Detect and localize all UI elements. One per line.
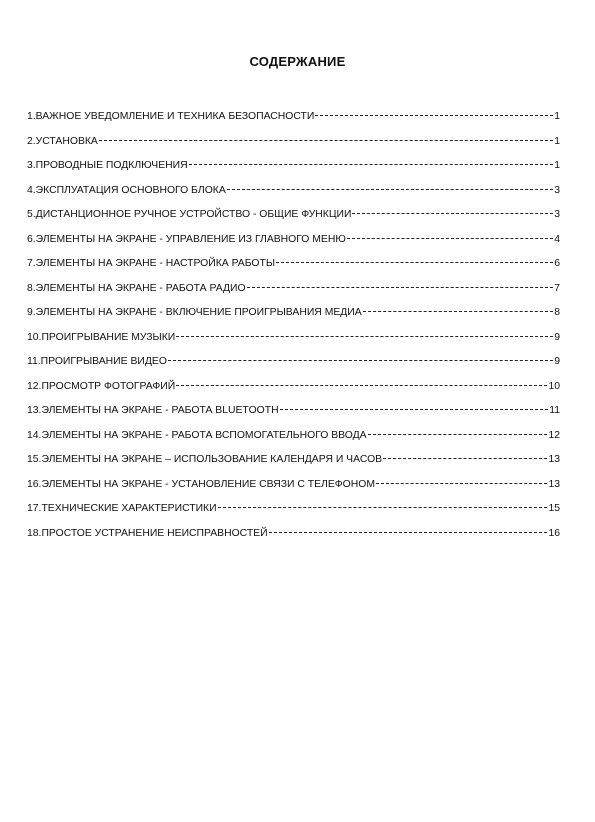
toc-entry-label: 14.ЭЛЕМЕНТЫ НА ЭКРАНЕ - РАБОТА ВСПОМОГАТЕЛЬНОГО ВВОДА [27, 429, 367, 441]
toc-entry-label: 13.ЭЛЕМЕНТЫ НА ЭКРАНЕ - РАБОТА BLUETOOTH [27, 405, 279, 416]
toc-entry-label: 3.ПРОВОДНЫЕ ПОДКЛЮЧЕНИЯ [27, 160, 188, 171]
toc-entry [27, 209, 560, 234]
page-title: СОДЕРЖАНИЕ [249, 54, 346, 69]
toc-leader [99, 139, 553, 141]
toc-entry [27, 528, 560, 553]
toc-entry [27, 381, 560, 406]
toc-entry-page: 11 [549, 405, 560, 416]
toc-entry [27, 111, 560, 136]
toc-entry [27, 136, 560, 161]
toc-entry [27, 405, 560, 430]
toc-entry [27, 307, 560, 332]
toc-entry-label: 15.ЭЛЕМЕНТЫ НА ЭКРАНЕ – ИСПОЛЬЗОВАНИЕ КАЛЕНДАРЯ И ЧАСОВ [27, 454, 383, 465]
toc-entry-label: 11.ПРОИГРЫВАНИЕ ВИДЕО [27, 356, 167, 367]
toc-entry-page: 3 [554, 184, 560, 196]
toc-entry-label: 9.ЭЛЕМЕНТЫ НА ЭКРАНЕ - ВКЛЮЧЕНИЕ ПРОИГРЫВАНИЯ МЕДИА [27, 307, 362, 318]
toc-entry [27, 185, 560, 210]
toc-entry-page: 12 [548, 429, 560, 441]
toc-entry [27, 258, 560, 283]
toc-entry-page: 9 [554, 356, 560, 367]
toc-entry-label: 17.ТЕХНИЧЕСКИЕ ХАРАКТЕРИСТИКИ [27, 503, 217, 514]
toc-leader [315, 114, 553, 116]
toc-entry-label: 8.ЭЛЕМЕНТЫ НА ЭКРАНЕ - РАБОТА РАДИО [27, 282, 246, 294]
toc-entry [27, 479, 560, 504]
toc-entry-page: 8 [554, 307, 560, 318]
toc-entry-page: 1 [554, 160, 560, 171]
toc-leader [247, 286, 554, 288]
toc-entry-page: 1 [554, 135, 560, 147]
toc-leader [189, 163, 554, 165]
table-of-contents [27, 111, 560, 552]
toc-entry-label: 18.ПРОСТОЕ УСТРАНЕНИЕ НЕИСПРАВНОСТЕЙ [27, 527, 268, 539]
toc-leader [176, 384, 547, 386]
toc-entry [27, 430, 560, 455]
toc-leader [363, 310, 554, 312]
toc-entry-label: 12.ПРОСМОТР ФОТОГРАФИЙ [27, 380, 176, 392]
toc-entry [27, 283, 560, 308]
toc-entry-label: 10.ПРОИГРЫВАНИЕ МУЗЫКИ [27, 331, 176, 343]
toc-entry-page: 7 [554, 282, 560, 294]
toc-entry-page: 13 [548, 478, 560, 490]
toc-leader [352, 212, 553, 214]
toc-entry [27, 160, 560, 185]
toc-entry-page: 6 [554, 258, 560, 269]
toc-entry-page: 3 [554, 209, 560, 220]
toc-entry [27, 356, 560, 381]
toc-entry [27, 454, 560, 479]
toc-leader [383, 457, 547, 459]
toc-entry-page: 4 [554, 233, 560, 245]
toc-entry-label: 1.ВАЖНОЕ УВЕДОМЛЕНИЕ И ТЕХНИКА БЕЗОПАСНОСТИ [27, 111, 315, 122]
toc-leader [227, 188, 553, 190]
toc-entry-label: 5.ДИСТАНЦИОННОЕ РУЧНОЕ УСТРОЙСТВО - ОБЩИЕ ФУНКЦИИ [27, 209, 352, 220]
toc-entry-label: 4.ЭКСПЛУАТАЦИЯ ОСНОВНОГО БЛОКА [27, 184, 226, 196]
toc-entry [27, 332, 560, 357]
toc-entry-page: 15 [548, 503, 560, 514]
toc-entry-page: 13 [548, 454, 560, 465]
toc-entry-label: 2.УСТАНОВКА [27, 135, 98, 147]
toc-entry-label: 6.ЭЛЕМЕНТЫ НА ЭКРАНЕ - УПРАВЛЕНИЕ ИЗ ГЛАВНОГО МЕНЮ [27, 233, 346, 245]
toc-entry [27, 234, 560, 259]
toc-entry-label: 16.ЭЛЕМЕНТЫ НА ЭКРАНЕ - УСТАНОВЛЕНИЕ СВЯЗИ С ТЕЛЕФОНОМ [27, 478, 376, 490]
toc-leader [276, 261, 553, 263]
toc-entry [27, 503, 560, 528]
toc-entry-label: 7.ЭЛЕМЕНТЫ НА ЭКРАНЕ - НАСТРОЙКА РАБОТЫ [27, 258, 276, 269]
toc-leader [218, 506, 548, 508]
toc-leader [368, 433, 548, 435]
toc-leader [347, 237, 553, 239]
toc-entry-page: 9 [554, 331, 560, 343]
toc-entry-page: 1 [554, 111, 560, 122]
toc-leader [269, 531, 548, 533]
toc-entry-page: 10 [548, 380, 560, 392]
toc-leader [280, 408, 549, 410]
toc-leader [376, 482, 547, 484]
toc-entry-page: 16 [548, 527, 560, 539]
toc-leader [168, 359, 553, 361]
toc-leader [176, 335, 553, 337]
